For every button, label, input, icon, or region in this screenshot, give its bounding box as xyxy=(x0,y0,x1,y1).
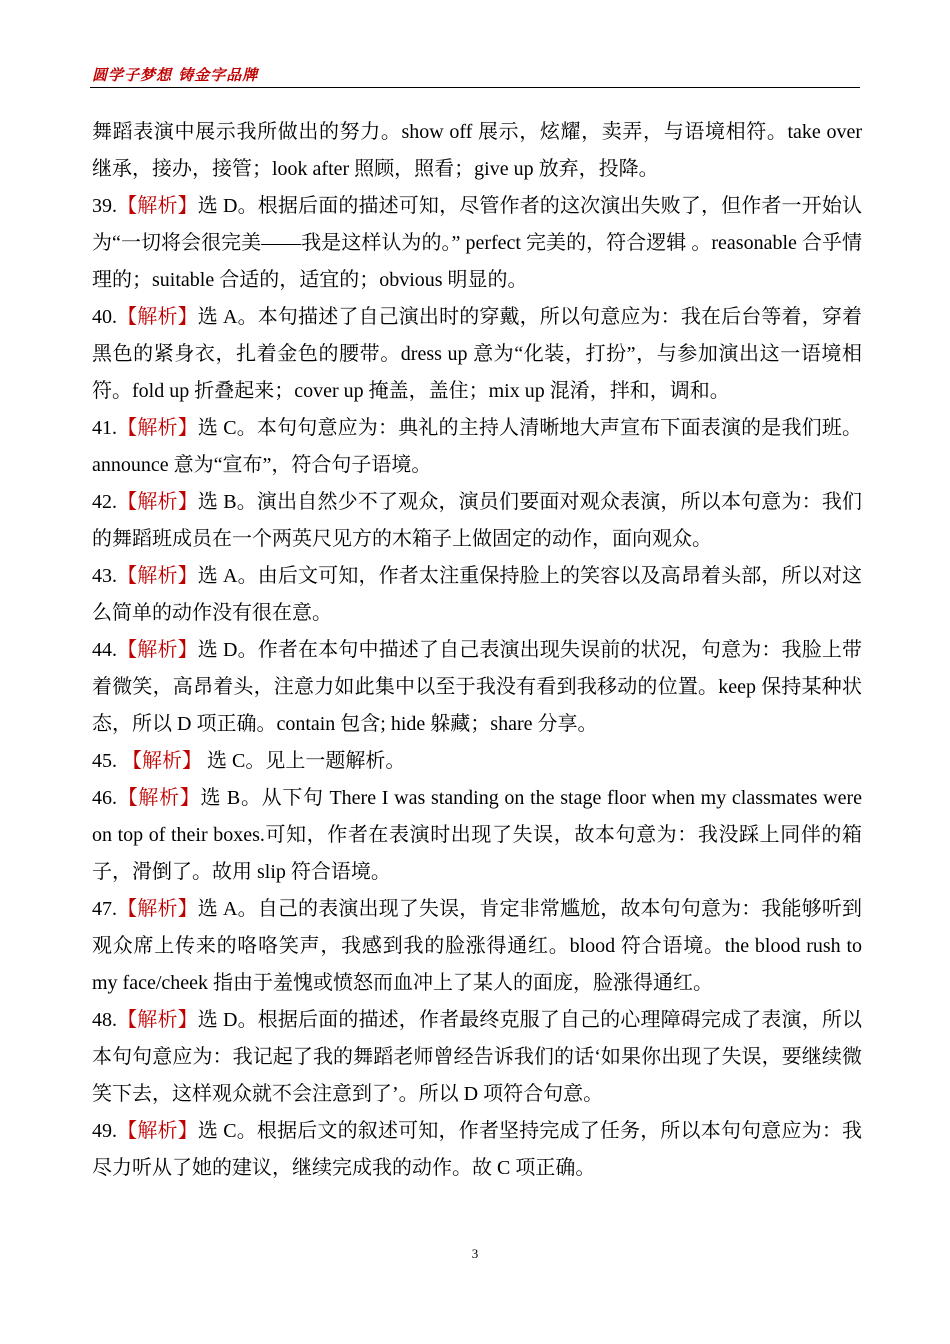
explanation-text: 选 A。由后文可知，作者太注重保持脸上的笑容以及高昂着头部，所以对这么简单的动作没有很在意。 xyxy=(92,565,862,624)
explanation-paragraph xyxy=(92,114,862,188)
question-number: 40. xyxy=(92,306,117,328)
explanation-paragraph xyxy=(92,410,862,484)
explanation-paragraph xyxy=(92,188,862,299)
explanation-paragraph xyxy=(92,743,862,780)
analysis-tag: 【解析】 xyxy=(117,491,198,513)
explanation-text: 舞蹈表演中展示我所做出的努力。show off 展示，炫耀，卖弄，与语境相符。take over 继承，接办，接管；look after 照顾，照看；give up 放弃，投降。 xyxy=(92,121,862,180)
explanation-paragraph xyxy=(92,484,862,558)
header-slogan: 圆学子梦想 铸金字品牌 xyxy=(92,66,259,84)
explanation-paragraph xyxy=(92,558,862,632)
explanation-paragraph xyxy=(92,632,862,743)
explanation-paragraph xyxy=(92,299,862,410)
question-number: 45. xyxy=(92,750,122,772)
explanation-paragraph xyxy=(92,780,862,891)
analysis-tag: 【解析】 xyxy=(117,639,198,661)
answer-explanations xyxy=(92,114,862,1187)
header-divider xyxy=(90,87,860,88)
question-number: 47. xyxy=(92,898,117,920)
page-number: 3 xyxy=(471,1246,479,1261)
analysis-tag: 【解析】 xyxy=(117,565,198,587)
explanation-paragraph xyxy=(92,1002,862,1113)
explanation-text: 选 B。演出自然少不了观众，演员们要面对观众表演，所以本句意为：我们的舞蹈班成员在一个两英尺见方的木箱子上做固定的动作，面向观众。 xyxy=(92,491,863,550)
question-number: 42. xyxy=(92,491,117,513)
explanation-text: 选 D。作者在本句中描述了自己表演出现失误前的状况，句意为：我脸上带着微笑，高昂着头，注意力如此集中以至于我没有看到我移动的位置。keep 保持某种状态，所以 D 项正确。contain 包含; hide 躲藏；share 分享。 xyxy=(92,639,862,735)
question-number: 39. xyxy=(92,195,117,217)
question-number: 43. xyxy=(92,565,117,587)
analysis-tag: 【解析】 xyxy=(117,306,198,328)
explanation-paragraph xyxy=(92,1113,862,1187)
explanation-text: 选 D。根据后面的描述，作者最终克服了自己的心理障碍完成了表演，所以本句句意应为：我记起了我的舞蹈老师曾经告诉我们的话‘如果你出现了失误，要继续微笑下去，这样观众就不会注意到了’。所以 D 项符合句意。 xyxy=(92,1009,862,1105)
question-number: 48. xyxy=(92,1009,117,1031)
explanation-text: 选 A。自己的表演出现了失误，肯定非常尴尬，故本句句意为：我能够听到观众席上传来的咯咯笑声，我感到我的脸涨得通红。blood 符合语境。the blood rush to my face/cheek 指由于羞愧或愤怒而血冲上了某人的面庞，脸涨得通红。 xyxy=(92,898,862,994)
explanation-text: 选 B。从下句 There I was standing on the stage floor when my classmates were on top of their boxes.可知，作者在表演时出现了失误，故本句意为：我没踩上同伴的箱子，滑倒了。故用 slip 符合语境。 xyxy=(92,787,862,883)
analysis-tag: 【解析】 xyxy=(117,787,201,809)
analysis-tag: 【解析】 xyxy=(117,898,198,920)
analysis-tag: 【解析】 xyxy=(117,1009,198,1031)
analysis-tag: 【解析】 xyxy=(117,195,198,217)
question-number: 44. xyxy=(92,639,117,661)
explanation-text: 选 C。见上一题解析。 xyxy=(202,750,406,772)
question-number: 49. xyxy=(92,1120,117,1142)
question-number: 46. xyxy=(92,787,117,809)
question-number: 41. xyxy=(92,417,117,439)
analysis-tag: 【解析】 xyxy=(117,1120,198,1142)
explanation-text: 选 D。根据后面的描述可知，尽管作者的这次演出失败了，但作者一开始认为“一切将会很完美——我是这样认为的。” perfect 完美的，符合逻辑 。reasonable 合乎情理的；suitable 合适的，适宜的；obvious 明显的。 xyxy=(92,195,862,291)
explanation-text: 选 C。根据后文的叙述可知，作者坚持完成了任务，所以本句句意应为：我尽力听从了她的建议，继续完成我的动作。故 C 项正确。 xyxy=(92,1120,863,1179)
analysis-tag: 【解析】 xyxy=(122,750,202,772)
explanation-text: 选 A。本句描述了自己演出时的穿戴，所以句意应为：我在后台等着，穿着黑色的紧身衣，扎着金色的腰带。dress up 意为“化装，打扮”，与参加演出这一语境相符。fold up 折叠起来；cover up 掩盖，盖住；mix up 混淆，拌和，调和。 xyxy=(92,306,862,402)
analysis-tag: 【解析】 xyxy=(117,417,198,439)
explanation-text: 选 C。本句句意应为：典礼的主持人清晰地大声宣布下面表演的是我们班。announce 意为“宣布”，符合句子语境。 xyxy=(92,417,863,476)
explanation-paragraph xyxy=(92,891,862,1002)
